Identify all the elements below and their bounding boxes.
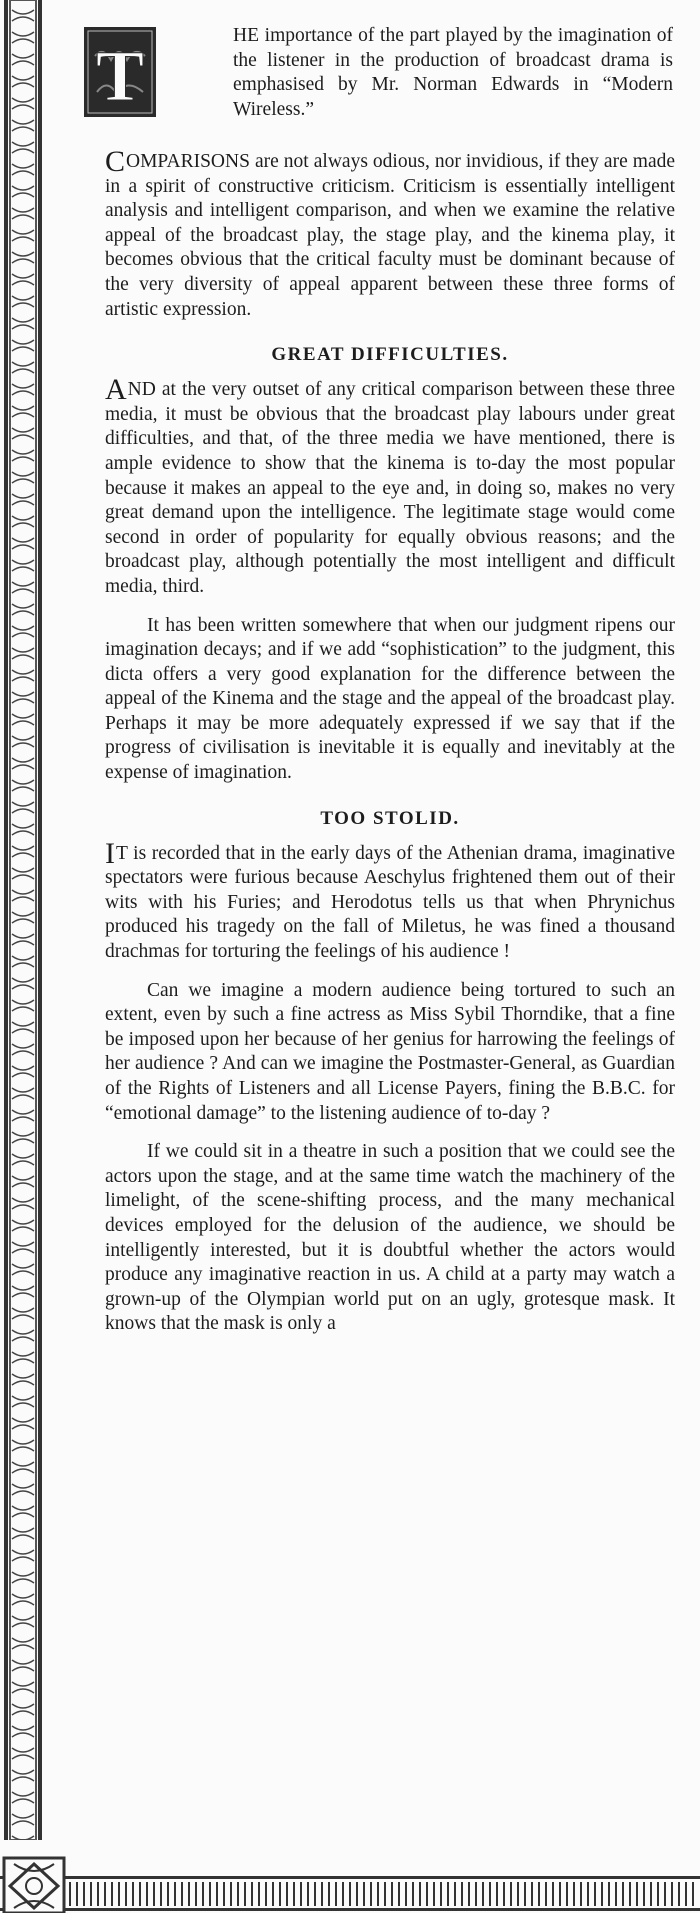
paragraph-2 bbox=[105, 373, 675, 599]
ornamental-drop-cap bbox=[83, 26, 157, 118]
paragraph-text: OMPARISONS are not always odious, nor invidious, if they are made in a spirit of constructive criticism. Criticism is essentially intelligent analysis and intelligent comparison, and when we examine the relative appeal of the broadcast play, the stage play, and the kinema play, it becomes obvious that the critical faculty must be dominant because of the very diversity of appeal apparent between these three forms of artistic expression. bbox=[105, 151, 675, 320]
paragraph-3: It has been written somewhere that when our judgment ripens our imagination decays; and if we add “sophistication” to the judgment, this dicta offers a very good explanation for the difference between the appeal of the Kinema and the stage and the appeal of the broadcast play. Perhaps it may be more adequately expressed if we say that if the progress of civilisation is inevitable it is equally and inevitably at the expense of imagination. bbox=[105, 614, 675, 784]
svg-text:T: T bbox=[95, 36, 145, 116]
left-ornamental-border bbox=[0, 0, 46, 1840]
paragraph-4 bbox=[105, 836, 675, 965]
intro-text: HE importance of the part played by the imagination of the listener in the production of broadcast drama is emphasised by Mr. Norman Edwards in “Modern Wireless.” bbox=[233, 25, 673, 120]
article-intro bbox=[95, 20, 675, 150]
initial-letter: C bbox=[105, 145, 126, 178]
paragraph-5: Can we imagine a modern audience being tortured to such an extent, even by such a fine actress as Miss Sybil Thorndike, that a fine be imposed upon her because of her genius for harrowing the feelings of her audience ? And can we imagine the Postmaster-General, as Guardian of the Rights of Listeners and all License Payers, fining the B.B.C. for “emotional damage” to the listening audience of to-day ? bbox=[105, 979, 675, 1124]
paragraph-text: T is recorded that in the early days of the Athenian drama, imaginative spectators were furious because Aeschylus frightened them out of their wits with his Furies; and Herodotus tells us that when Phrynichus produced his tragedy on the fall of Miletus, he was fined a thousand drachmas for torturing the feelings of his audience ! bbox=[105, 842, 675, 963]
initial-letter: I bbox=[105, 836, 115, 870]
bottom-ornamental-border bbox=[0, 1836, 700, 1913]
paragraph-text: ND at the very outset of any critical comparison between these three media, it must be obvious that the broadcast play labours under great difficulties, and that, of the three media we have mentioned, there is ample evidence to show that the kinema is to-day the most popular because it makes an appeal to the eye and, in doing so, makes no very great demand upon the intelligence. The legitimate stage would come second in order of popularity for equally obvious reasons; and the broadcast play, although potentially the most intelligent and difficult media, third. bbox=[105, 379, 675, 597]
subheading-great-difficulties: GREAT DIFFICULTIES. bbox=[271, 344, 509, 366]
initial-letter: A bbox=[105, 373, 127, 407]
article bbox=[95, 20, 675, 1337]
subheading-too-stolid: TOO STOLID. bbox=[320, 807, 460, 829]
paragraph-6: If we could sit in a theatre in such a position that we could see the actors upon the stage, and at the same time watch the machinery of the limelight, of the scene-shifting process, and the many mechanical devices employed for the delusion of the audience, we should be intelligently interested, but it is doubtful whether the actors would produce any imaginative reaction in us. A child at a party may watch a grown-up of the Olympian world put on an ugly, grotesque mask. It knows that the mask is only a bbox=[105, 1141, 675, 1335]
paragraph-1 bbox=[105, 145, 675, 322]
